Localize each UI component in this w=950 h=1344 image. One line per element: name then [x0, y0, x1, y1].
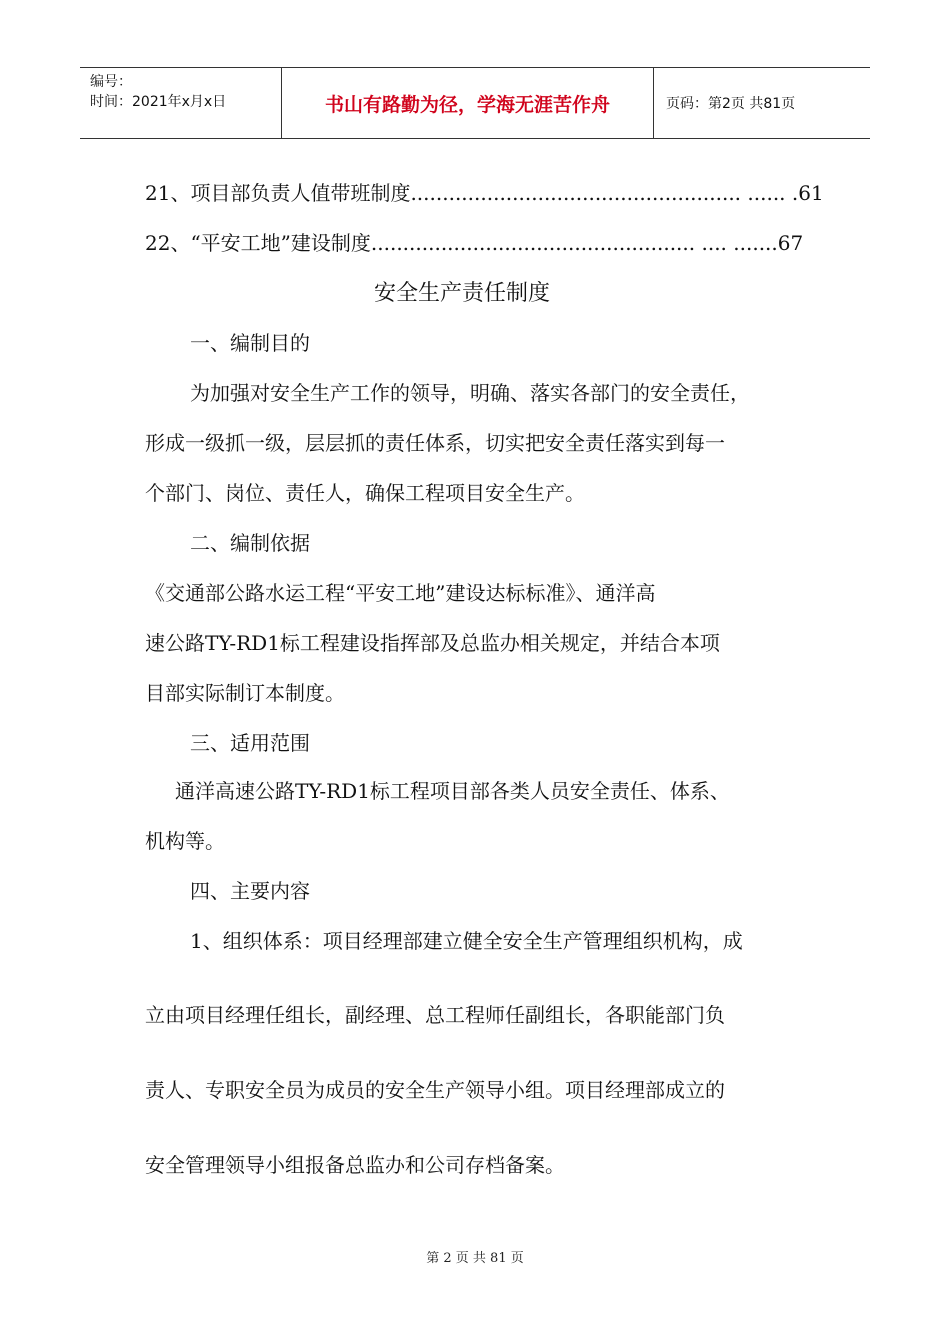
paragraph-line: 形成一级抓一级，层层抓的责任体系，切实把安全责任落实到每一 [145, 431, 725, 455]
paragraph-line: 安全管理领导小组报备总监办和公司存档备案。 [145, 1153, 565, 1177]
paragraph-line: 责人、专职安全员为成员的安全生产领导小组。项目经理部成立的 [145, 1078, 725, 1102]
paragraph-line: 通洋高速公路TY-RD1标工程项目部各类人员安全责任、体系、 [175, 779, 730, 803]
page-footer: 第 2 页 共 81 页 [426, 1251, 524, 1266]
section-heading: 二、编制依据 [190, 531, 310, 555]
toc-entry: 22、“平安工地”建设制度................................................... .... .......67 [145, 231, 804, 255]
section-heading: 四、主要内容 [190, 879, 310, 903]
header-meta [80, 68, 282, 138]
paragraph-line: 个部门、岗位、责任人，确保工程项目安全生产。 [145, 481, 585, 505]
paragraph-line: 1、组织体系：项目经理部建立健全安全生产管理组织机构，成 [190, 929, 743, 953]
section-heading: 三、适用范围 [190, 731, 310, 755]
header-page-info: 页码：第2页 共81页 [666, 96, 796, 112]
toc-entry: 21、项目部负责人值带班制度.................................................... ...... .61 [145, 181, 824, 205]
paragraph-line: 目部实际制订本制度。 [145, 681, 345, 705]
paragraph-line: 速公路TY-RD1标工程建设指挥部及总监办相关规定，并结合本项 [145, 631, 720, 655]
paragraph-line: 为加强对安全生产工作的领导，明确、落实各部门的安全责任， [190, 381, 750, 405]
document-title: 安全生产责任制度 [374, 281, 551, 306]
date-label: 时间：2021年x月x日 [90, 94, 227, 110]
page-header [80, 67, 870, 139]
header-slogan: 书山有路勤为径，学海无涯苦作舟 [282, 68, 654, 138]
paragraph-line: 《交通部公路水运工程“平安工地”建设达标标准》、通洋高 [145, 581, 656, 605]
paragraph-line: 机构等。 [145, 829, 225, 853]
paragraph-line: 立由项目经理任组长，副经理、总工程师任副组长，各职能部门负 [145, 1003, 725, 1027]
serial-number-label: 编号： [90, 74, 132, 90]
section-heading: 一、编制目的 [190, 331, 310, 355]
